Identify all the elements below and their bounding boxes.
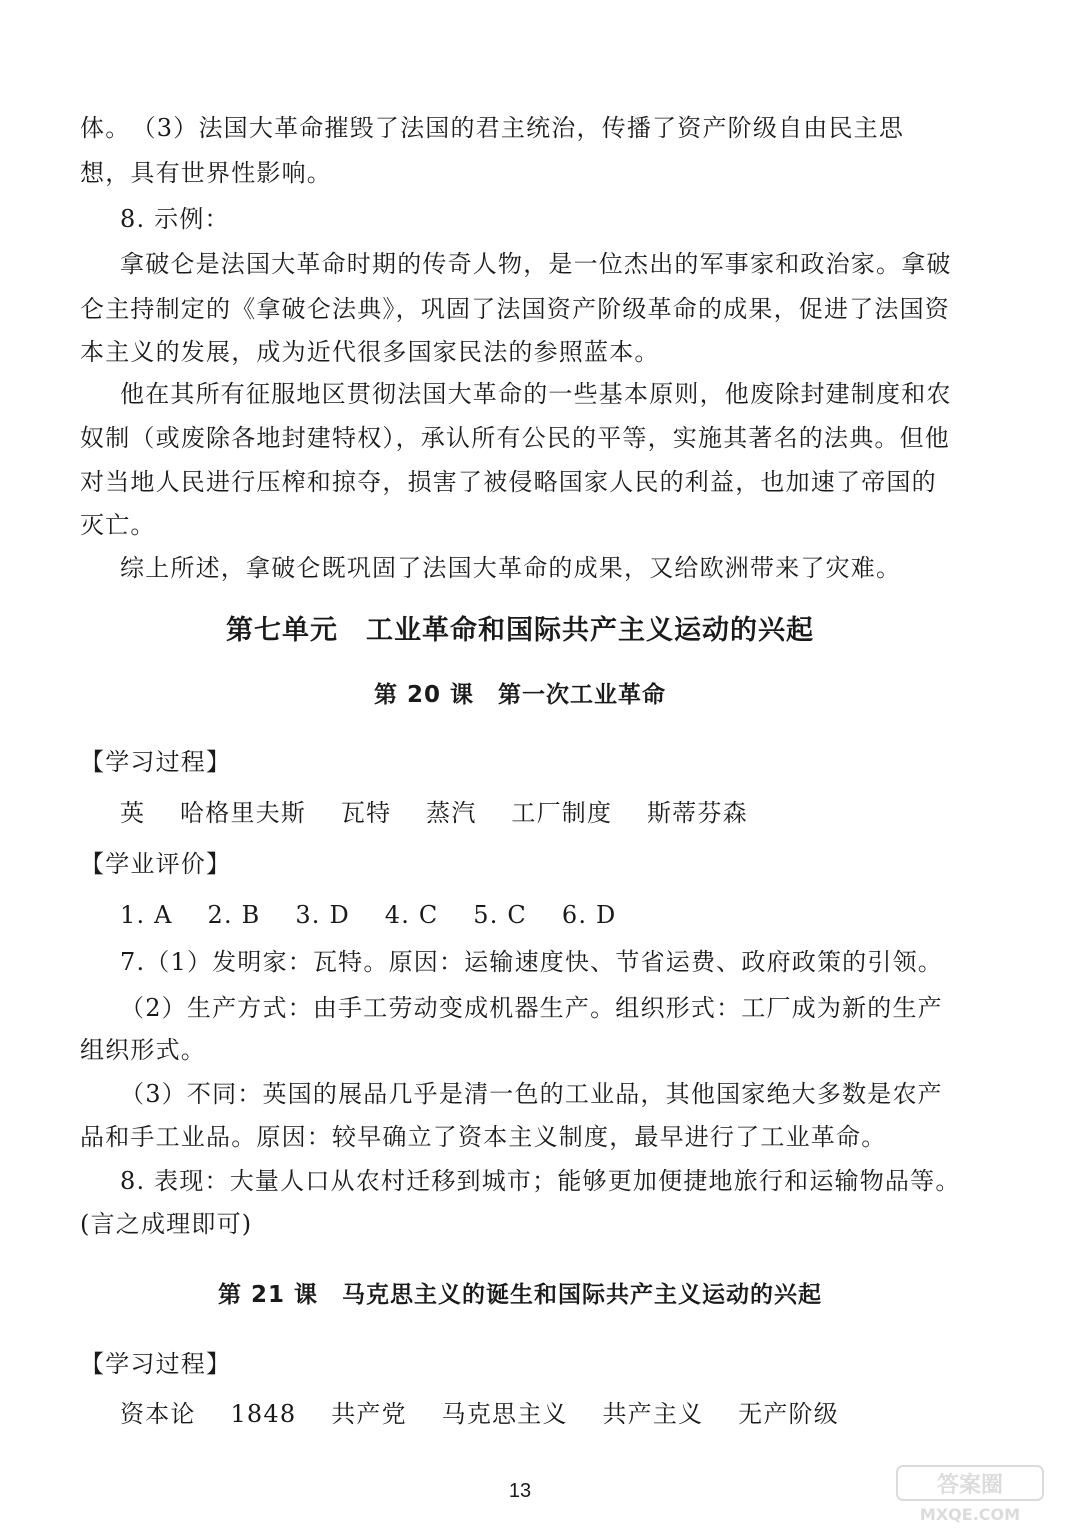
paragraph-line: 仑主持制定的《拿破仑法典》，巩固了法国资产阶级革命的成果，促进了法国资: [80, 295, 950, 323]
section-label-learning-process: 【学习过程】: [80, 748, 232, 776]
paragraph-line: 他在其所有征服地区贯彻法国大革命的一些基本原则，他废除封建制度和农: [120, 380, 952, 408]
paragraph-line: 本主义的发展，成为近代很多国家民法的参照蓝本。: [80, 338, 660, 366]
question-7-part-1: 7.（1）发明家：瓦特。原因：运输速度快、节省运费、政府政策的引领。: [120, 948, 943, 976]
answer-item: 1848: [230, 1400, 297, 1428]
paragraph-line: 灭亡。: [80, 511, 156, 539]
unit-title: 第七单元 工业革命和国际共产主义运动的兴起: [226, 615, 814, 646]
paragraph-line: 对当地人民进行压榨和掠夺，损害了被侵略国家人民的利益，也加速了帝国的: [80, 468, 937, 496]
choice-answer: 6. D: [561, 901, 617, 929]
question-8-note: (言之成理即可): [80, 1210, 253, 1238]
document-page: [80, 0, 960, 1536]
choice-answer: 3. D: [295, 901, 350, 929]
answer-item: 马克思主义: [441, 1400, 568, 1428]
learning-process-answers: [120, 797, 774, 829]
question-7-part-3-cont: 品和手工业品。原因：较早确立了资本主义制度，最早进行了工业革命。: [80, 1123, 887, 1151]
choice-answer: 2. B: [207, 901, 261, 929]
answer-item: 资本论: [120, 1400, 196, 1428]
answer-item: 共产主义: [602, 1400, 704, 1428]
paragraph-line: 奴制（或废除各地封建特权），承认所有公民的平等，实施其著名的法典。但他: [80, 424, 950, 452]
paragraph-line: 体。 （3）法国大革命摧毁了法国的君主统治，传播了资产阶级自由民主思: [80, 114, 905, 142]
question-7-part-2: （2）生产方式：由手工劳动变成机器生产。组织形式：工厂成为新的生产: [120, 994, 943, 1022]
section-label-learning-process: 【学习过程】: [80, 1350, 232, 1378]
choice-answer: 5. C: [473, 901, 527, 929]
answer-item: 哈格里夫斯: [180, 799, 307, 827]
answer-item: 斯蒂芬森: [647, 799, 748, 827]
paragraph-line: 想，具有世界性影响。: [80, 159, 332, 187]
question-7-part-2-cont: 组织形式。: [80, 1036, 206, 1064]
choice-answers: [120, 899, 642, 931]
answer-item: 无产阶级: [738, 1400, 839, 1428]
watermark-logo: [895, 1464, 1045, 1524]
answer-item: 英: [120, 799, 146, 827]
lesson-20-title: 第 20 课 第一次工业革命: [373, 682, 667, 708]
svg-text:MXQE.COM: MXQE.COM: [919, 1505, 1021, 1524]
question-7-part-3: （3）不同：英国的展品几乎是清一色的工业品，其他国家绝大多数是农产: [120, 1080, 943, 1108]
choice-answer: 1. A: [120, 901, 173, 929]
page-number: 13: [508, 1480, 532, 1502]
answer-item: 工厂制度: [511, 799, 613, 827]
learning-process-answers: [120, 1398, 865, 1430]
answer-item: 蒸汽: [426, 799, 477, 827]
svg-text:答案圈: 答案圈: [936, 1473, 1004, 1498]
answer-item: 瓦特: [340, 799, 392, 827]
question-8: 8. 表现：大量人口从农村迁移到城市；能够更加便捷地旅行和运输物品等。: [120, 1167, 961, 1195]
section-label-evaluation: 【学业评价】: [80, 850, 232, 878]
choice-answer: 4. C: [384, 901, 439, 929]
answer-item: 共产党: [331, 1400, 407, 1428]
paragraph-line: 综上所述，拿破仑既巩固了法国大革命的成果，又给欧洲带来了灾难。: [120, 554, 902, 582]
lesson-21-title: 第 21 课 马克思主义的诞生和国际共产主义运动的兴起: [217, 1282, 823, 1308]
paragraph-line: 8. 示例：: [120, 205, 230, 233]
paragraph-line: 拿破仑是法国大革命时期的传奇人物，是一位杰出的军事家和政治家。拿破: [120, 250, 952, 278]
